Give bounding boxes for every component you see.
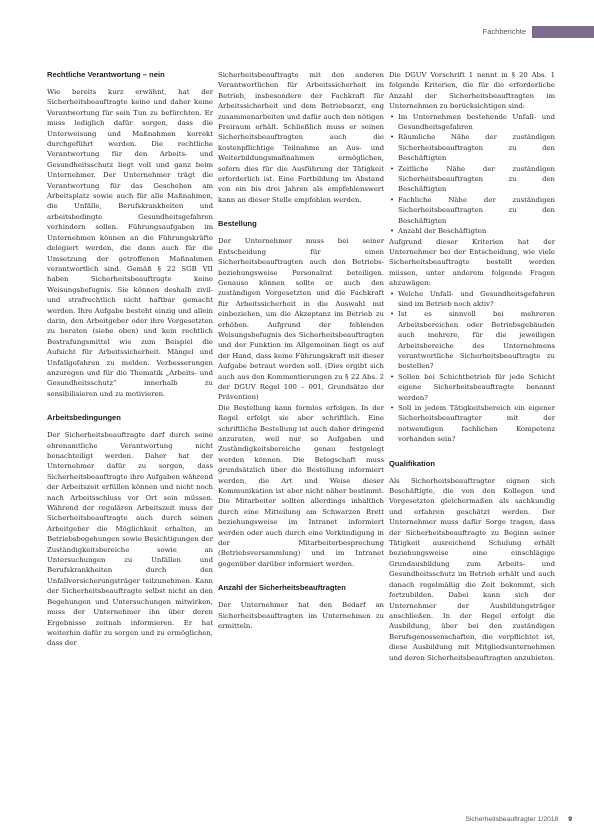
list-item: • Räumliche Nähe der zuständigen Sicherheitsbeauftragten zu den Beschäftigten	[389, 132, 555, 163]
list-item: • Fachliche Nähe der zuständigen Sicherheitsbeauftragten zu den Beschäftigten	[389, 195, 555, 226]
publication-name: Sicherheitsbeauftragter 1/2018	[465, 816, 559, 823]
paragraph-verantwortung: Wie bereits kurz erwähnt, hat der Sicherheitsbeauftragte keine und daher keine Verantwortung für sein Tun zu befürchten. Er muss lediglich dafür sorgen, dass die Unterweisung und Maßnahmen korrekt durchgeführt werden. Die rechtliche Verantwortung für den Arbeits- und Gesundheitsschutz liegt voll und ganz beim Unternehmer. Der Unternehmer trägt die Verantwortung für das Geschehen am Arbeitsplatz sowie auch für alle Maßnahmen, die Unfälle, Berufskrankheiten und arbeitsbedingte Gesundheitsgefahren verhindern sollen. Führungsaufgaben im Unternehmen können an die Führungskräfte delegiert werden, die dann auch für die Umsetzung der getroffenen Maßnahmen verantwortlich sind. Gemäß § 22 SGB VII haben Sicherheitsbeauftragte keine Weisungsbefugnis. Sie können deshalb zivil- und strafrechtlich nicht haftbar gemacht werden. Ihre Aufgabe besteht einzig und allein darin, den Arbeitgeber oder ihre Vorgesetzten zu beraten (siehe oben) und kein rechtlich Bestrafungsmittel wie zum Beispiel die Aufsicht für Arbeitssicherheit. Mängel und Unfallgefahren zu melden. Verbesserungen anzuregen und für die Thematik „Arbeits- und Gesundheitsschutz“ innerhalb zu sensibilisieren und zu motivieren.	[47, 88, 213, 398]
column-3	[389, 70, 555, 663]
section-label: Fachberichte	[482, 27, 526, 36]
list-item: • Sollen bei Schichtbetrieb für jede Schicht eigene Sicherheitsbeauftragte benannt werden?	[389, 372, 555, 403]
paragraph-zusammenarbeit: Sicherheitsbeauftragte mit den anderen Verantwortlichen für Arbeitssicherheit im Betrieb, insbesondere der Fachkraft für Arbeitssicherheit und dem Betriebsarzt, eng zusammenarbeiten und dafür auch den nötigen Freiraum erhält. Schließlich muss er seinen Sicherheitsbeauftragten auch die kostenpflichtige Teilnahme an Aus- und Weiterbildungsmaßnahmen ermöglichen, sofern dies für die Ausführung der Tätigkeit erforderlich ist. Eine Fortbildung im Abstand von ein bis drei Jahren als empfehlenswert kann an dieser Stelle empfohlen werden.	[218, 71, 384, 204]
paragraph-bestellung-2: Die Bestellung kann formlos erfolgen. In der Regel erfolgt sie aber schriftlich. Eine schriftliche Bestellung ist auch daher dringend anzuraten, weil nur so Aufgaben und Zuständigkeitsbereiche genau festgelegt werden können. Die Belegschaft muss grundsätzlich über die Bestellung informiert werden, die Art und Weise dieser Kommunikation ist aber nicht näher bestimmt. Die Mitarbeiter sollten allerdings inhaltlich durch eine Mitteilung am Schwarzen Brett beziehungsweise im Intranet informiert werden oder auch durch eine Verkündigung in der Mitarbeiterbesprechung (Betriebsversammlung) und im Intranet gegenüber darüber informiert werden.	[218, 403, 384, 568]
paragraph-qualifikation: Als Sicherheitsbeauftragter eignen sich Beschäftigte, die von den Kollegen und Vorgesetzten gleichermaßen als sachkundig und erfahren geschätzt werden. Der Unternehmer muss dafür Sorge tragen, dass der Sicherheitsbeauftragte zu Beginn seiner Tätigkeit ausreichend Schulung erhält beziehungsweise eine einschlägige Grundausbildung zum Arbeits- und Gesundheitsschutz im Betrieb erhält und auch danach regelmäßig die Zeit bekommt, sich fortzubilden. Dabei kann sich der Unternehmer der Ausbildungsträger anschließen. In der Regel erfolgt die Ausbildung, über bei den zuständigen Berufsgenossenschaften, die verpflichtet ist, diese Ausbildung mit Mitgliedsunternehmen und deren Sicherheitsbeauftragten anzubieten.	[389, 476, 556, 662]
column-1	[47, 70, 213, 649]
section-tab-bar	[532, 26, 594, 38]
questions-list	[389, 289, 555, 445]
list-item: • Anzahl der Beschäftigten	[389, 226, 555, 236]
paragraph-abwaegung: Aufgrund dieser Kriterien hat der Unternehmer bei der Entscheidung, wie viele Sicherheitsbeauftragte bestellt werden müssen, unter anderem folgende Fragen abzuwägen:	[389, 237, 555, 288]
list-item: • Ist es sinnvoll bei mehreren Arbeitsbereichen oder Betriebsgebäuden auch mehrere, für die jeweiligen Arbeitsbereiche des Unternehmens verantwortliche Sicherheitsbeauftragte zu bestellen?	[389, 309, 555, 371]
list-item: • Welche Unfall- und Gesundheitsgefahren sind im Betrieb noch aktiv?	[389, 289, 555, 310]
paragraph-bestellung-1: Der Unternehmer muss bei seiner Entscheidung für einen Sicherheitsbeauftragten auch den Betriebs- beziehungsweise Personalrat beteiligen. Genauso können sollte er auch den zuständigen Vorgesetzten und die Fachkraft für Arbeitssicherheit in die Auswahl mit einbeziehen, um die Akzeptanz im Betrieb zu erhöhen. Aufgrund der fehlenden Weisungsbefugnis des Sicherheitsbeauftragten und der Funktion im Allgemeinen liegt es auf der Hand, dass keine Führungskraft mit dieser Aufgabe betraut werden soll. (Dies ergibt sich auch aus den Kommentierungen zu § 22 Abs. 2 der DGUV Regel 100 – 001, Grundsätze der Prävention)	[218, 237, 384, 402]
paragraph-anzahl: Der Unternehmer hat den Bedarf an Sicherheitsbeauftragten im Unternehmen zu ermitteln.	[218, 601, 384, 631]
page-number: 9	[568, 816, 572, 823]
list-item: • Im Unternehmen bestehende Unfall- und Gesundheitsgefahren	[389, 112, 555, 133]
heading-rechtliche-verantwortung: Rechtliche Verantwortung – nein	[47, 70, 165, 79]
heading-bestellung: Bestellung	[218, 219, 257, 229]
paragraph-kriterien: Die DGUV Vorschrift 1 nennt in § 20 Abs. 1 folgende Kriterien, die für die erforderliche Anzahl der Sicherheitsbeauftragten im Unternehmen zu berücksichtigen sind:	[389, 71, 555, 111]
heading-anzahl: Anzahl der Sicherheitsbeauftragten	[218, 583, 346, 593]
heading-qualifikation: Qualifikation	[389, 458, 435, 468]
page-footer	[465, 816, 572, 823]
heading-arbeitsbedingungen: Arbeitsbedingungen	[47, 413, 121, 423]
paragraph-arbeitsbedingungen: Der Sicherheitsbeauftragte darf durch seine ehrenamtliche Verantwortung nicht benachteiligt werden. Daher hat der Unternehmer dafür zu sorgen, dass Sicherheitsbeauftragte ihre Aufgaben während der Arbeitszeit erfüllen können und nicht noch nach Arbeitsschluss vor Ort sein müssen. Während der regulären Arbeitszeit muss der Sicherheitsbeauftragte auch durch seinen Arbeitgeber die Möglichkeit erhalten, an Betriebsbegehungen sowie Besichtigungen der Zuständigkeitsbereiche sowie an Untersuchungen zu Unfällen und Berufskrankheiten durch den Unfallversicherungsträger teilzunehmen. Kann der Sicherheitsbeauftragte selbst nicht an den Begehungen und Untersuchungen mitwirken, muss der Unternehmer ihn über deren Ergebnisse zeitnah informieren. Er hat weiterhin dafür zu sorgen und zu ermöglichen, dass der	[47, 431, 213, 648]
list-item: • Zeitliche Nähe der zuständigen Sicherheitsbeauftragten zu den Beschäftigten	[389, 164, 555, 195]
criteria-list	[389, 112, 555, 237]
column-2	[218, 70, 384, 632]
list-item: • Soll in jedem Tätigkeitsbereich ein eigener Sicherheitsbeauftragter mit der notwendigen fachlichen Kompetenz vorhanden sein?	[389, 403, 555, 445]
